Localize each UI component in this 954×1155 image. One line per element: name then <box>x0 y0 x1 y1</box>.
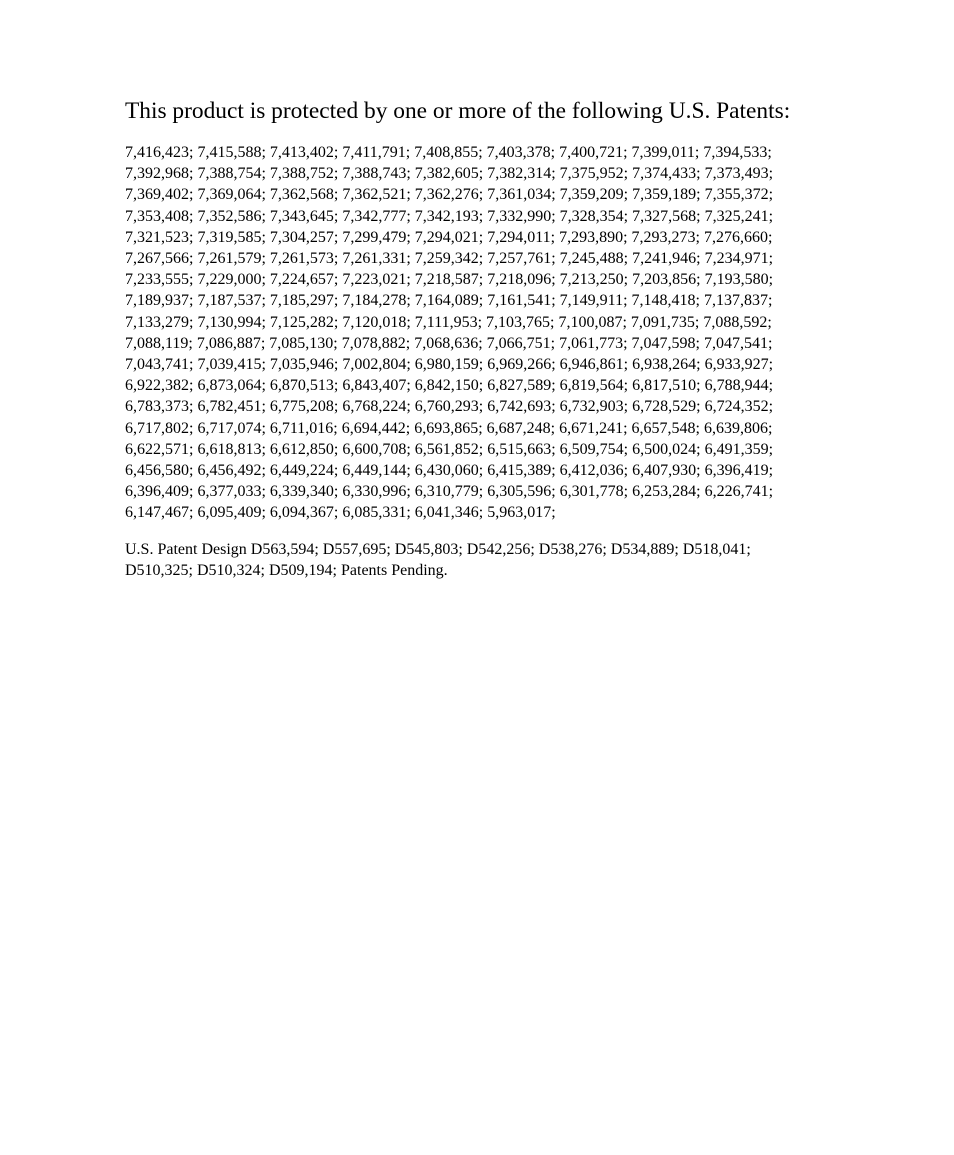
patent-line: 7,267,566; 7,261,579; 7,261,573; 7,261,331; 7,259,342; 7,257,761; 7,245,488; 7,241,946; 7,234,971; <box>125 250 774 268</box>
patent-line: 7,233,555; 7,229,000; 7,224,657; 7,223,021; 7,218,587; 7,218,096; 7,213,250; 7,203,856; 7,193,580; <box>125 271 774 289</box>
patent-line: 6,717,802; 6,717,074; 6,711,016; 6,694,442; 6,693,865; 6,687,248; 6,671,241; 6,657,548; 6,639,806; <box>125 419 773 437</box>
patent-line: 6,396,409; 6,377,033; 6,339,340; 6,330,996; 6,310,779; 6,305,596; 6,301,778; 6,253,284; 6,226,741; <box>125 483 774 501</box>
patent-line: 6,147,467; 6,095,409; 6,094,367; 6,085,331; 6,041,346; 5,963,017; <box>125 504 556 522</box>
design-patent-notice <box>125 539 865 581</box>
design-patent-line: D510,325; D510,324; D509,194; Patents Pending. <box>125 561 448 579</box>
patent-notice-page <box>125 96 865 581</box>
patent-line: 7,133,279; 7,130,994; 7,125,282; 7,120,018; 7,111,953; 7,103,765; 7,100,087; 7,091,735; 7,088,592; <box>125 313 772 331</box>
design-patent-line: U.S. Patent Design D563,594; D557,695; D545,803; D542,256; D538,276; D534,889; D518,041; <box>125 540 751 558</box>
patent-line: 7,369,402; 7,369,064; 7,362,568; 7,362,521; 7,362,276; 7,361,034; 7,359,209; 7,359,189; 7,355,372; <box>125 186 774 204</box>
patent-line: 7,353,408; 7,352,586; 7,343,645; 7,342,777; 7,342,193; 7,332,990; 7,328,354; 7,327,568; 7,325,241; <box>125 207 774 225</box>
patent-line: 7,189,937; 7,187,537; 7,185,297; 7,184,278; 7,164,089; 7,161,541; 7,149,911; 7,148,418; 7,137,837; <box>125 292 773 310</box>
patent-line: 7,416,423; 7,415,588; 7,413,402; 7,411,791; 7,408,855; 7,403,378; 7,400,721; 7,399,011; 7,394,533; <box>125 144 772 161</box>
patent-line: 6,922,382; 6,873,064; 6,870,513; 6,843,407; 6,842,150; 6,827,589; 6,819,564; 6,817,510; 6,788,944; <box>125 377 774 395</box>
patent-number-list <box>125 142 865 524</box>
patent-line: 7,392,968; 7,388,754; 7,388,752; 7,388,743; 7,382,605; 7,382,314; 7,375,952; 7,374,433; 7,373,493; <box>125 165 774 183</box>
patent-line: 7,043,741; 7,039,415; 7,035,946; 7,002,804; 6,980,159; 6,969,266; 6,946,861; 6,938,264; 6,933,927; <box>125 356 774 374</box>
patent-line: 6,783,373; 6,782,451; 6,775,208; 6,768,224; 6,760,293; 6,742,693; 6,732,903; 6,728,529; 6,724,352; <box>125 398 774 416</box>
page-title: This product is protected by one or more of the following U.S. Patents: <box>125 98 791 124</box>
patent-line: 6,622,571; 6,618,813; 6,612,850; 6,600,708; 6,561,852; 6,515,663; 6,509,754; 6,500,024; 6,491,359; <box>125 440 774 458</box>
patent-line: 7,088,119; 7,086,887; 7,085,130; 7,078,882; 7,068,636; 7,066,751; 7,061,773; 7,047,598; 7,047,541; <box>125 334 773 352</box>
patent-line: 6,456,580; 6,456,492; 6,449,224; 6,449,144; 6,430,060; 6,415,389; 6,412,036; 6,407,930; 6,396,419; <box>125 462 774 480</box>
patent-line: 7,321,523; 7,319,585; 7,304,257; 7,299,479; 7,294,021; 7,294,011; 7,293,890; 7,293,273; 7,276,660; <box>125 228 773 246</box>
